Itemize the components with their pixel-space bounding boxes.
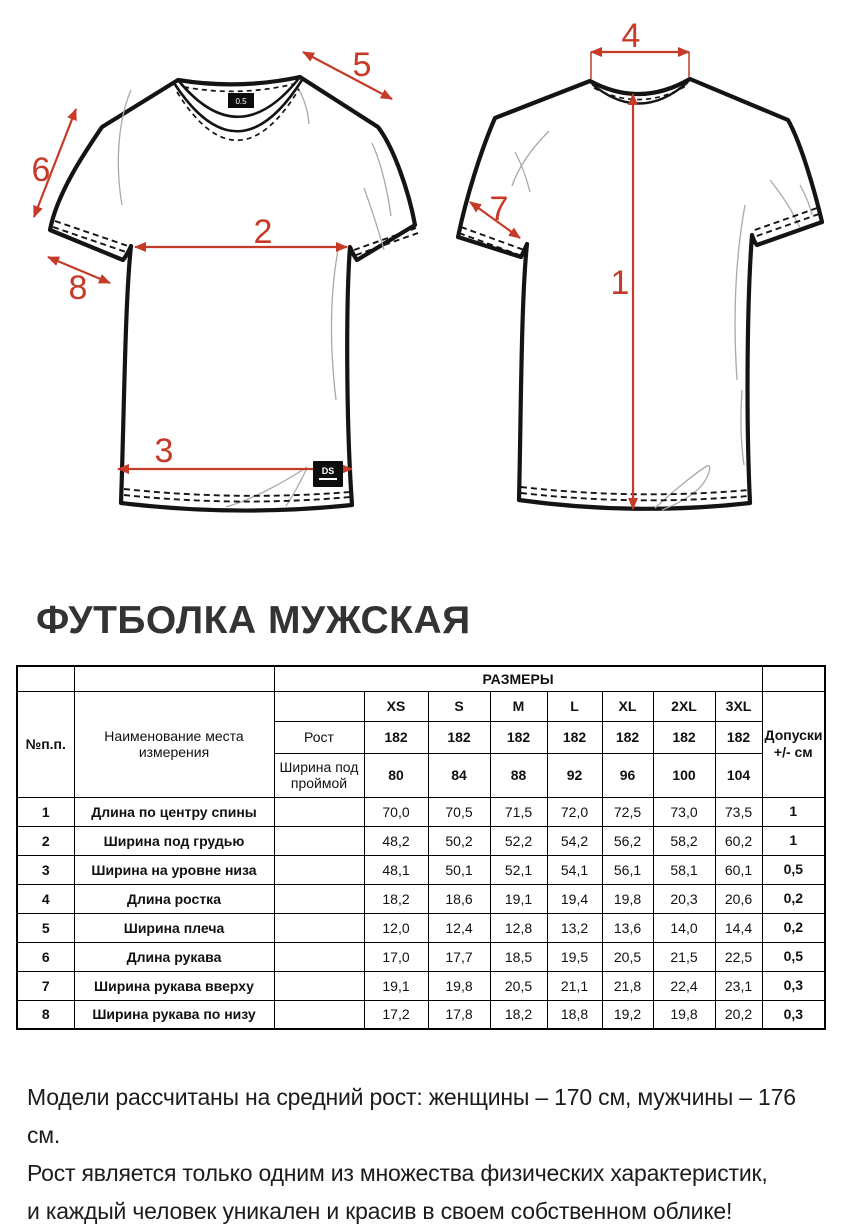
- marker-5-label: 5: [352, 46, 372, 84]
- footer-line: Рост является только одним из множества физических характеристик,: [27, 1160, 768, 1186]
- value-cell: 21,5: [653, 942, 715, 971]
- value-cell: 52,1: [490, 855, 547, 884]
- size-table: [16, 665, 826, 1030]
- value-cell: 54,1: [547, 855, 602, 884]
- collar-tag-text: 0.5: [235, 97, 247, 106]
- tolerance-cell: 1: [762, 826, 825, 855]
- measurement-name: Длина ростка: [74, 884, 274, 913]
- growth-value: 182: [490, 721, 547, 753]
- tolerance-cell: 0,2: [762, 913, 825, 942]
- value-cell: 17,7: [428, 942, 490, 971]
- value-cell: 20,5: [490, 971, 547, 1000]
- tolerance-header: Допуски +/- см: [762, 691, 825, 797]
- value-cell: 56,1: [602, 855, 653, 884]
- value-cell: 50,1: [428, 855, 490, 884]
- measurement-name: Ширина рукава по низу: [74, 1000, 274, 1029]
- value-cell: 18,6: [428, 884, 490, 913]
- underarm-label: Ширина под проймой: [274, 753, 364, 797]
- back-shirt-outline: [458, 79, 822, 509]
- value-cell: 70,5: [428, 797, 490, 826]
- underarm-value: 100: [653, 753, 715, 797]
- value-cell: 21,8: [602, 971, 653, 1000]
- row-number: 1: [17, 797, 74, 826]
- tolerance-cell: 0,5: [762, 855, 825, 884]
- size-header: XL: [602, 691, 653, 721]
- value-cell: 14,0: [653, 913, 715, 942]
- value-cell: 22,4: [653, 971, 715, 1000]
- blank-cell: [274, 913, 364, 942]
- value-cell: 71,5: [490, 797, 547, 826]
- growth-value: 182: [715, 721, 762, 753]
- value-cell: 48,1: [364, 855, 428, 884]
- value-cell: 73,0: [653, 797, 715, 826]
- row-number: 4: [17, 884, 74, 913]
- blank-cell: [274, 691, 364, 721]
- growth-value: 182: [547, 721, 602, 753]
- footer-line: Модели рассчитаны на средний рост: женщины – 170 см, мужчины – 176 см.: [27, 1084, 796, 1148]
- table-row: [17, 884, 825, 913]
- value-cell: 18,8: [547, 1000, 602, 1029]
- value-cell: 54,2: [547, 826, 602, 855]
- row-number: 2: [17, 826, 74, 855]
- table-row: [17, 1000, 825, 1029]
- value-cell: 17,0: [364, 942, 428, 971]
- value-cell: 12,0: [364, 913, 428, 942]
- underarm-value: 104: [715, 753, 762, 797]
- blank-cell: [274, 797, 364, 826]
- blank-cell: [274, 884, 364, 913]
- row-number: 5: [17, 913, 74, 942]
- value-cell: 19,1: [490, 884, 547, 913]
- value-cell: 19,4: [547, 884, 602, 913]
- underarm-value: 80: [364, 753, 428, 797]
- table-row-size-labels: [17, 691, 825, 721]
- row-number: 6: [17, 942, 74, 971]
- measurement-name: Ширина под грудью: [74, 826, 274, 855]
- measurement-name: Ширина на уровне низа: [74, 855, 274, 884]
- value-cell: 60,1: [715, 855, 762, 884]
- table-row: [17, 797, 825, 826]
- measurement-name: Ширина рукава вверху: [74, 971, 274, 1000]
- tolerance-cell: 1: [762, 797, 825, 826]
- marker-2-label: 2: [253, 213, 273, 251]
- size-header: 3XL: [715, 691, 762, 721]
- row-number: 8: [17, 1000, 74, 1029]
- marker-6-label: 6: [31, 151, 51, 189]
- size-header: S: [428, 691, 490, 721]
- value-cell: 73,5: [715, 797, 762, 826]
- row-number: 7: [17, 971, 74, 1000]
- value-cell: 22,5: [715, 942, 762, 971]
- value-cell: 50,2: [428, 826, 490, 855]
- value-cell: 56,2: [602, 826, 653, 855]
- value-cell: 19,8: [653, 1000, 715, 1029]
- value-cell: 17,8: [428, 1000, 490, 1029]
- marker-7-label: 7: [489, 190, 509, 228]
- value-cell: 19,8: [602, 884, 653, 913]
- row-number: 3: [17, 855, 74, 884]
- measurement-name: Ширина плеча: [74, 913, 274, 942]
- front-shirt-outline: [50, 77, 415, 511]
- value-cell: 12,8: [490, 913, 547, 942]
- footer-note: [27, 1078, 833, 1230]
- measurement-name: Длина рукава: [74, 942, 274, 971]
- value-cell: 58,2: [653, 826, 715, 855]
- value-cell: 60,2: [715, 826, 762, 855]
- value-cell: 18,2: [490, 1000, 547, 1029]
- value-cell: 52,2: [490, 826, 547, 855]
- blank-cell: [74, 666, 274, 691]
- col-name-header: Наименование места измерения: [74, 691, 274, 797]
- value-cell: 20,6: [715, 884, 762, 913]
- size-header: XS: [364, 691, 428, 721]
- blank-cell: [274, 942, 364, 971]
- value-cell: 20,3: [653, 884, 715, 913]
- value-cell: 23,1: [715, 971, 762, 1000]
- sizes-title-cell: РАЗМЕРЫ: [274, 666, 762, 691]
- underarm-value: 84: [428, 753, 490, 797]
- value-cell: 19,5: [547, 942, 602, 971]
- underarm-value: 92: [547, 753, 602, 797]
- underarm-value: 88: [490, 753, 547, 797]
- collar-tag: [228, 93, 254, 108]
- value-cell: 20,2: [715, 1000, 762, 1029]
- blank-cell: [274, 826, 364, 855]
- tolerance-cell: 0,2: [762, 884, 825, 913]
- blank-cell: [274, 1000, 364, 1029]
- measurement-name: Длина по центру спины: [74, 797, 274, 826]
- value-cell: 19,1: [364, 971, 428, 1000]
- value-cell: 14,4: [715, 913, 762, 942]
- value-cell: 13,6: [602, 913, 653, 942]
- size-header: L: [547, 691, 602, 721]
- blank-cell: [274, 971, 364, 1000]
- table-row: [17, 913, 825, 942]
- value-cell: 17,2: [364, 1000, 428, 1029]
- table-row-sizes-title: [17, 666, 825, 691]
- value-cell: 70,0: [364, 797, 428, 826]
- hem-tag: [313, 461, 343, 487]
- value-cell: 19,2: [602, 1000, 653, 1029]
- value-cell: 20,5: [602, 942, 653, 971]
- table-row: [17, 971, 825, 1000]
- marker-3-label: 3: [154, 432, 174, 470]
- size-header: 2XL: [653, 691, 715, 721]
- value-cell: 72,0: [547, 797, 602, 826]
- blank-cell: [17, 666, 74, 691]
- back-shirt: [458, 79, 822, 510]
- value-cell: 12,4: [428, 913, 490, 942]
- hem-tag-text: DS: [321, 466, 335, 476]
- page-title: ФУТБОЛКА МУЖСКАЯ: [36, 599, 471, 642]
- marker-1-label: 1: [610, 264, 630, 302]
- table-row: [17, 855, 825, 884]
- marker-8-label: 8: [68, 269, 88, 307]
- value-cell: 18,2: [364, 884, 428, 913]
- blank-cell: [762, 666, 825, 691]
- underarm-value: 96: [602, 753, 653, 797]
- growth-value: 182: [653, 721, 715, 753]
- value-cell: 18,5: [490, 942, 547, 971]
- tolerance-cell: 0,3: [762, 971, 825, 1000]
- growth-value: 182: [364, 721, 428, 753]
- value-cell: 21,1: [547, 971, 602, 1000]
- footer-line: и каждый человек уникален и красив в своем собственном облике!: [27, 1198, 733, 1224]
- value-cell: 19,8: [428, 971, 490, 1000]
- tolerance-cell: 0,3: [762, 1000, 825, 1029]
- value-cell: 48,2: [364, 826, 428, 855]
- tshirt-measurement-diagram: [0, 0, 841, 560]
- table-row: [17, 826, 825, 855]
- col-no-header: №п.п.: [17, 691, 74, 797]
- growth-value: 182: [428, 721, 490, 753]
- marker-4-label: 4: [621, 17, 641, 55]
- growth-value: 182: [602, 721, 653, 753]
- value-cell: 13,2: [547, 913, 602, 942]
- value-cell: 72,5: [602, 797, 653, 826]
- value-cell: 58,1: [653, 855, 715, 884]
- growth-label: Рост: [274, 721, 364, 753]
- front-shirt: [50, 77, 418, 511]
- size-header: M: [490, 691, 547, 721]
- table-row: [17, 942, 825, 971]
- tolerance-cell: 0,5: [762, 942, 825, 971]
- blank-cell: [274, 855, 364, 884]
